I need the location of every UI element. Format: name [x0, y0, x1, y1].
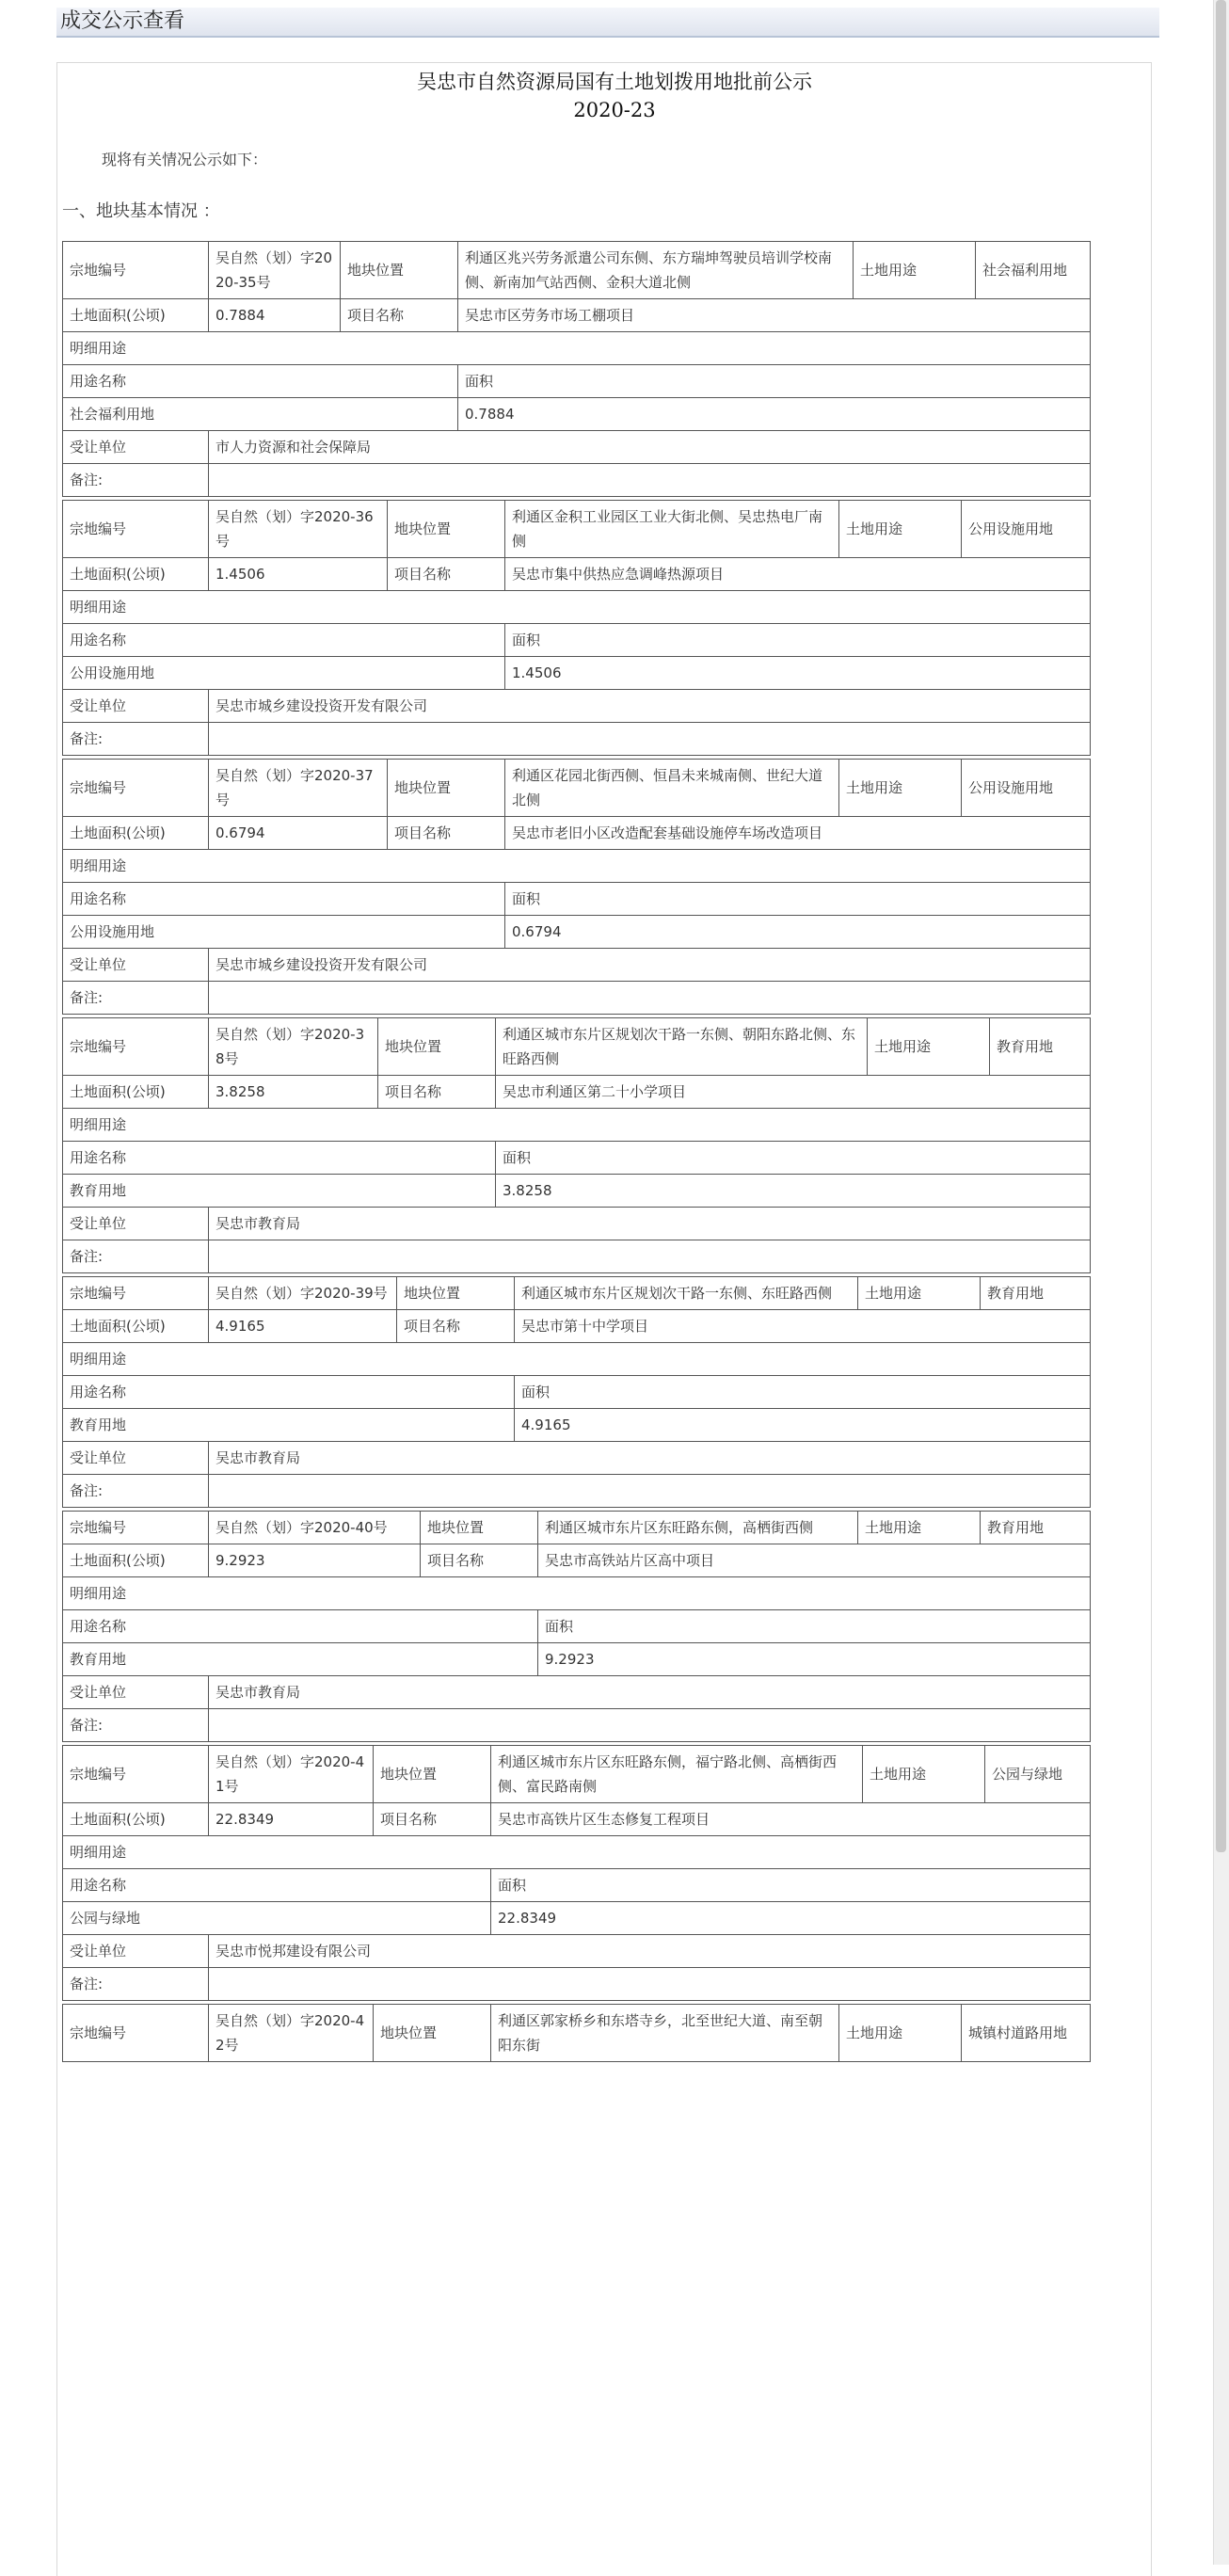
detail-area-label: 面积	[496, 1142, 1091, 1175]
remark-label: 备注:	[63, 723, 209, 756]
parcel-project-label: 项目名称	[388, 817, 505, 850]
parcel-area-label: 土地面积(公顷)	[63, 1803, 209, 1836]
detail-use-name-label: 用途名称	[63, 624, 505, 657]
parcel-code-label: 宗地编号	[63, 1512, 209, 1544]
parcel-use: 教育用地	[981, 1512, 1091, 1544]
detail-use-value: 公用设施用地	[63, 657, 505, 690]
grantee-value: 吴忠市教育局	[209, 1676, 1091, 1709]
parcel-use-label: 土地用途	[863, 1746, 985, 1803]
parcel-table	[62, 241, 1091, 497]
detail-area-label: 面积	[505, 883, 1091, 916]
parcel-table	[62, 759, 1091, 1015]
parcel-project-label: 项目名称	[421, 1544, 538, 1577]
parcel-area-label: 土地面积(公顷)	[63, 299, 209, 332]
parcel-area-label: 土地面积(公顷)	[63, 558, 209, 591]
parcel-use-label: 土地用途	[858, 1512, 981, 1544]
grantee-label: 受让单位	[63, 1208, 209, 1240]
parcel-location: 利通区金积工业园区工业大街北侧、吴忠热电厂南侧	[505, 501, 839, 558]
detail-use-name-label: 用途名称	[63, 1869, 491, 1902]
parcel-project: 吴忠市高铁站片区高中项目	[538, 1544, 1091, 1577]
parcel-table	[62, 1017, 1091, 1273]
detail-area-value: 0.7884	[458, 398, 1091, 431]
remark-value	[209, 1709, 1091, 1742]
remark-label: 备注:	[63, 1709, 209, 1742]
parcel-code: 吴自然（划）字2020-38号	[209, 1018, 378, 1076]
detail-use-heading: 明细用途	[63, 1577, 1091, 1610]
detail-area-label: 面积	[515, 1376, 1091, 1409]
parcel-code-label: 宗地编号	[63, 2005, 209, 2062]
detail-use-value: 公园与绿地	[63, 1902, 491, 1935]
parcel-area-label: 土地面积(公顷)	[63, 1310, 209, 1343]
parcel-code-label: 宗地编号	[63, 1277, 209, 1310]
remark-value	[209, 982, 1091, 1015]
parcel-location: 利通区城市东片区东旺路东侧，高栖街西侧	[538, 1512, 858, 1544]
grantee-value: 吴忠市城乡建设投资开发有限公司	[209, 690, 1091, 723]
parcel-code-label: 宗地编号	[63, 501, 209, 558]
parcel-use: 城镇村道路用地	[962, 2005, 1091, 2062]
scrollbar-thumb[interactable]	[1216, 0, 1226, 1852]
parcel-use-label: 土地用途	[839, 501, 962, 558]
detail-use-value: 教育用地	[63, 1409, 515, 1442]
parcel-location-label: 地块位置	[374, 2005, 491, 2062]
remark-value	[209, 1240, 1091, 1273]
parcel-area: 0.7884	[209, 299, 341, 332]
grantee-value: 吴忠市城乡建设投资开发有限公司	[209, 949, 1091, 982]
parcel-use-label: 土地用途	[868, 1018, 990, 1076]
detail-area-label: 面积	[458, 365, 1091, 398]
remark-value	[209, 1475, 1091, 1508]
detail-use-name-label: 用途名称	[63, 1142, 496, 1175]
parcel-project: 吴忠市高铁片区生态修复工程项目	[491, 1803, 1091, 1836]
parcel-table	[62, 1276, 1091, 1508]
parcel-location-label: 地块位置	[388, 760, 505, 817]
grantee-label: 受让单位	[63, 1442, 209, 1475]
detail-use-name-label: 用途名称	[63, 883, 505, 916]
parcel-table	[62, 500, 1091, 756]
parcel-area: 0.6794	[209, 817, 388, 850]
section-title: 一、地块基本情况 ：	[62, 201, 220, 221]
detail-use-heading: 明细用途	[63, 1343, 1091, 1376]
parcel-location-label: 地块位置	[388, 501, 505, 558]
parcel-table	[62, 1511, 1091, 1742]
detail-use-name-label: 用途名称	[63, 365, 458, 398]
parcel-use: 公用设施用地	[962, 760, 1091, 817]
parcel-location: 利通区花园北街西侧、恒昌未来城南侧、世纪大道北侧	[505, 760, 839, 817]
detail-use-heading: 明细用途	[63, 1109, 1091, 1142]
parcel-code-label: 宗地编号	[63, 1018, 209, 1076]
parcel-code-label: 宗地编号	[63, 760, 209, 817]
parcel-area: 1.4506	[209, 558, 388, 591]
grantee-value: 吴忠市悦邦建设有限公司	[209, 1935, 1091, 1968]
parcel-location-label: 地块位置	[378, 1018, 496, 1076]
grantee-label: 受让单位	[63, 949, 209, 982]
parcel-project: 吴忠市利通区第二十小学项目	[496, 1076, 1091, 1109]
detail-area-label: 面积	[491, 1869, 1091, 1902]
parcel-use-label: 土地用途	[854, 242, 976, 299]
parcel-list	[62, 241, 1090, 2065]
remark-label: 备注:	[63, 982, 209, 1015]
detail-use-heading: 明细用途	[63, 591, 1091, 624]
parcel-use: 教育用地	[981, 1277, 1091, 1310]
parcel-area-label: 土地面积(公顷)	[63, 1544, 209, 1577]
grantee-value: 吴忠市教育局	[209, 1442, 1091, 1475]
parcel-code: 吴自然（划）字2020-42号	[209, 2005, 374, 2062]
intro-text: 现将有关情况公示如下：	[102, 151, 268, 168]
document-number: 2020-23	[573, 99, 656, 121]
parcel-location-label: 地块位置	[374, 1746, 491, 1803]
detail-use-value: 教育用地	[63, 1175, 496, 1208]
parcel-use: 公园与绿地	[985, 1746, 1091, 1803]
parcel-use-label: 土地用途	[839, 2005, 962, 2062]
parcel-code: 吴自然（划）字2020-36号	[209, 501, 388, 558]
detail-area-value: 3.8258	[496, 1175, 1091, 1208]
detail-area-value: 0.6794	[505, 916, 1091, 949]
remark-label: 备注:	[63, 464, 209, 497]
parcel-area-label: 土地面积(公顷)	[63, 1076, 209, 1109]
grantee-value: 市人力资源和社会保障局	[209, 431, 1091, 464]
parcel-project-label: 项目名称	[341, 299, 458, 332]
remark-value	[209, 723, 1091, 756]
document-title-text: 吴忠市自然资源局国有土地划拨用地批前公示	[417, 71, 812, 93]
parcel-project-label: 项目名称	[397, 1310, 515, 1343]
remark-label: 备注:	[63, 1240, 209, 1273]
parcel-project: 吴忠市第十中学项目	[515, 1310, 1091, 1343]
remark-label: 备注:	[63, 1968, 209, 2001]
grantee-label: 受让单位	[63, 1676, 209, 1709]
parcel-location-label: 地块位置	[421, 1512, 538, 1544]
document-title	[0, 68, 1229, 124]
parcel-location-label: 地块位置	[397, 1277, 515, 1310]
parcel-code: 吴自然（划）字2020-39号	[209, 1277, 397, 1310]
parcel-area: 22.8349	[209, 1803, 374, 1836]
parcel-use: 公用设施用地	[962, 501, 1091, 558]
detail-area-value: 4.9165	[515, 1409, 1091, 1442]
detail-use-value: 社会福利用地	[63, 398, 458, 431]
detail-use-value: 教育用地	[63, 1643, 538, 1676]
parcel-location: 利通区兆兴劳务派遣公司东侧、东方瑞坤驾驶员培训学校南侧、新南加气站西侧、金积大道北侧	[458, 242, 854, 299]
detail-use-heading: 明细用途	[63, 850, 1091, 883]
parcel-location-label: 地块位置	[341, 242, 458, 299]
parcel-location: 利通区城市东片区规划次干路一东侧、朝阳东路北侧、东旺路西侧	[496, 1018, 868, 1076]
parcel-location: 利通区城市东片区规划次干路一东侧、东旺路西侧	[515, 1277, 858, 1310]
parcel-project-label: 项目名称	[378, 1076, 496, 1109]
parcel-code: 吴自然（划）字2020-37号	[209, 760, 388, 817]
grantee-label: 受让单位	[63, 1935, 209, 1968]
detail-area-value: 1.4506	[505, 657, 1091, 690]
remark-value	[209, 1968, 1091, 2001]
parcel-table	[62, 1745, 1091, 2001]
detail-use-name-label: 用途名称	[63, 1610, 538, 1643]
parcel-code: 吴自然（划）字2020-40号	[209, 1512, 421, 1544]
detail-area-value: 9.2923	[538, 1643, 1091, 1676]
parcel-code: 吴自然（划）字2020-41号	[209, 1746, 374, 1803]
parcel-use-label: 土地用途	[858, 1277, 981, 1310]
parcel-project-label: 项目名称	[388, 558, 505, 591]
grantee-label: 受让单位	[63, 690, 209, 723]
parcel-area: 4.9165	[209, 1310, 397, 1343]
parcel-code-label: 宗地编号	[63, 242, 209, 299]
remark-value	[209, 464, 1091, 497]
detail-use-heading: 明细用途	[63, 332, 1091, 365]
parcel-area: 3.8258	[209, 1076, 378, 1109]
parcel-project: 吴忠市区劳务市场工棚项目	[458, 299, 1091, 332]
grantee-value: 吴忠市教育局	[209, 1208, 1091, 1240]
parcel-code: 吴自然（划）字2020-35号	[209, 242, 341, 299]
parcel-use: 教育用地	[990, 1018, 1091, 1076]
detail-use-heading: 明细用途	[63, 1836, 1091, 1869]
vertical-scrollbar[interactable]	[1213, 0, 1229, 2565]
detail-use-value: 公用设施用地	[63, 916, 505, 949]
detail-use-name-label: 用途名称	[63, 1376, 515, 1409]
detail-area-label: 面积	[538, 1610, 1091, 1643]
parcel-code-label: 宗地编号	[63, 1746, 209, 1803]
parcel-project-label: 项目名称	[374, 1803, 491, 1836]
detail-area-label: 面积	[505, 624, 1091, 657]
parcel-area-label: 土地面积(公顷)	[63, 817, 209, 850]
parcel-project: 吴忠市集中供热应急调峰热源项目	[505, 558, 1091, 591]
parcel-location: 利通区郭家桥乡和东塔寺乡，北至世纪大道、南至朝阳东街	[491, 2005, 839, 2062]
parcel-use: 社会福利用地	[976, 242, 1091, 299]
remark-label: 备注:	[63, 1475, 209, 1508]
parcel-area: 9.2923	[209, 1544, 421, 1577]
parcel-table	[62, 2004, 1091, 2062]
parcel-project: 吴忠市老旧小区改造配套基础设施停车场改造项目	[505, 817, 1091, 850]
detail-area-value: 22.8349	[491, 1902, 1091, 1935]
grantee-label: 受让单位	[63, 431, 209, 464]
page-header: 成交公示查看	[56, 8, 1159, 38]
parcel-location: 利通区城市东片区东旺路东侧，福宁路北侧、高栖街西侧、富民路南侧	[491, 1746, 863, 1803]
parcel-use-label: 土地用途	[839, 760, 962, 817]
